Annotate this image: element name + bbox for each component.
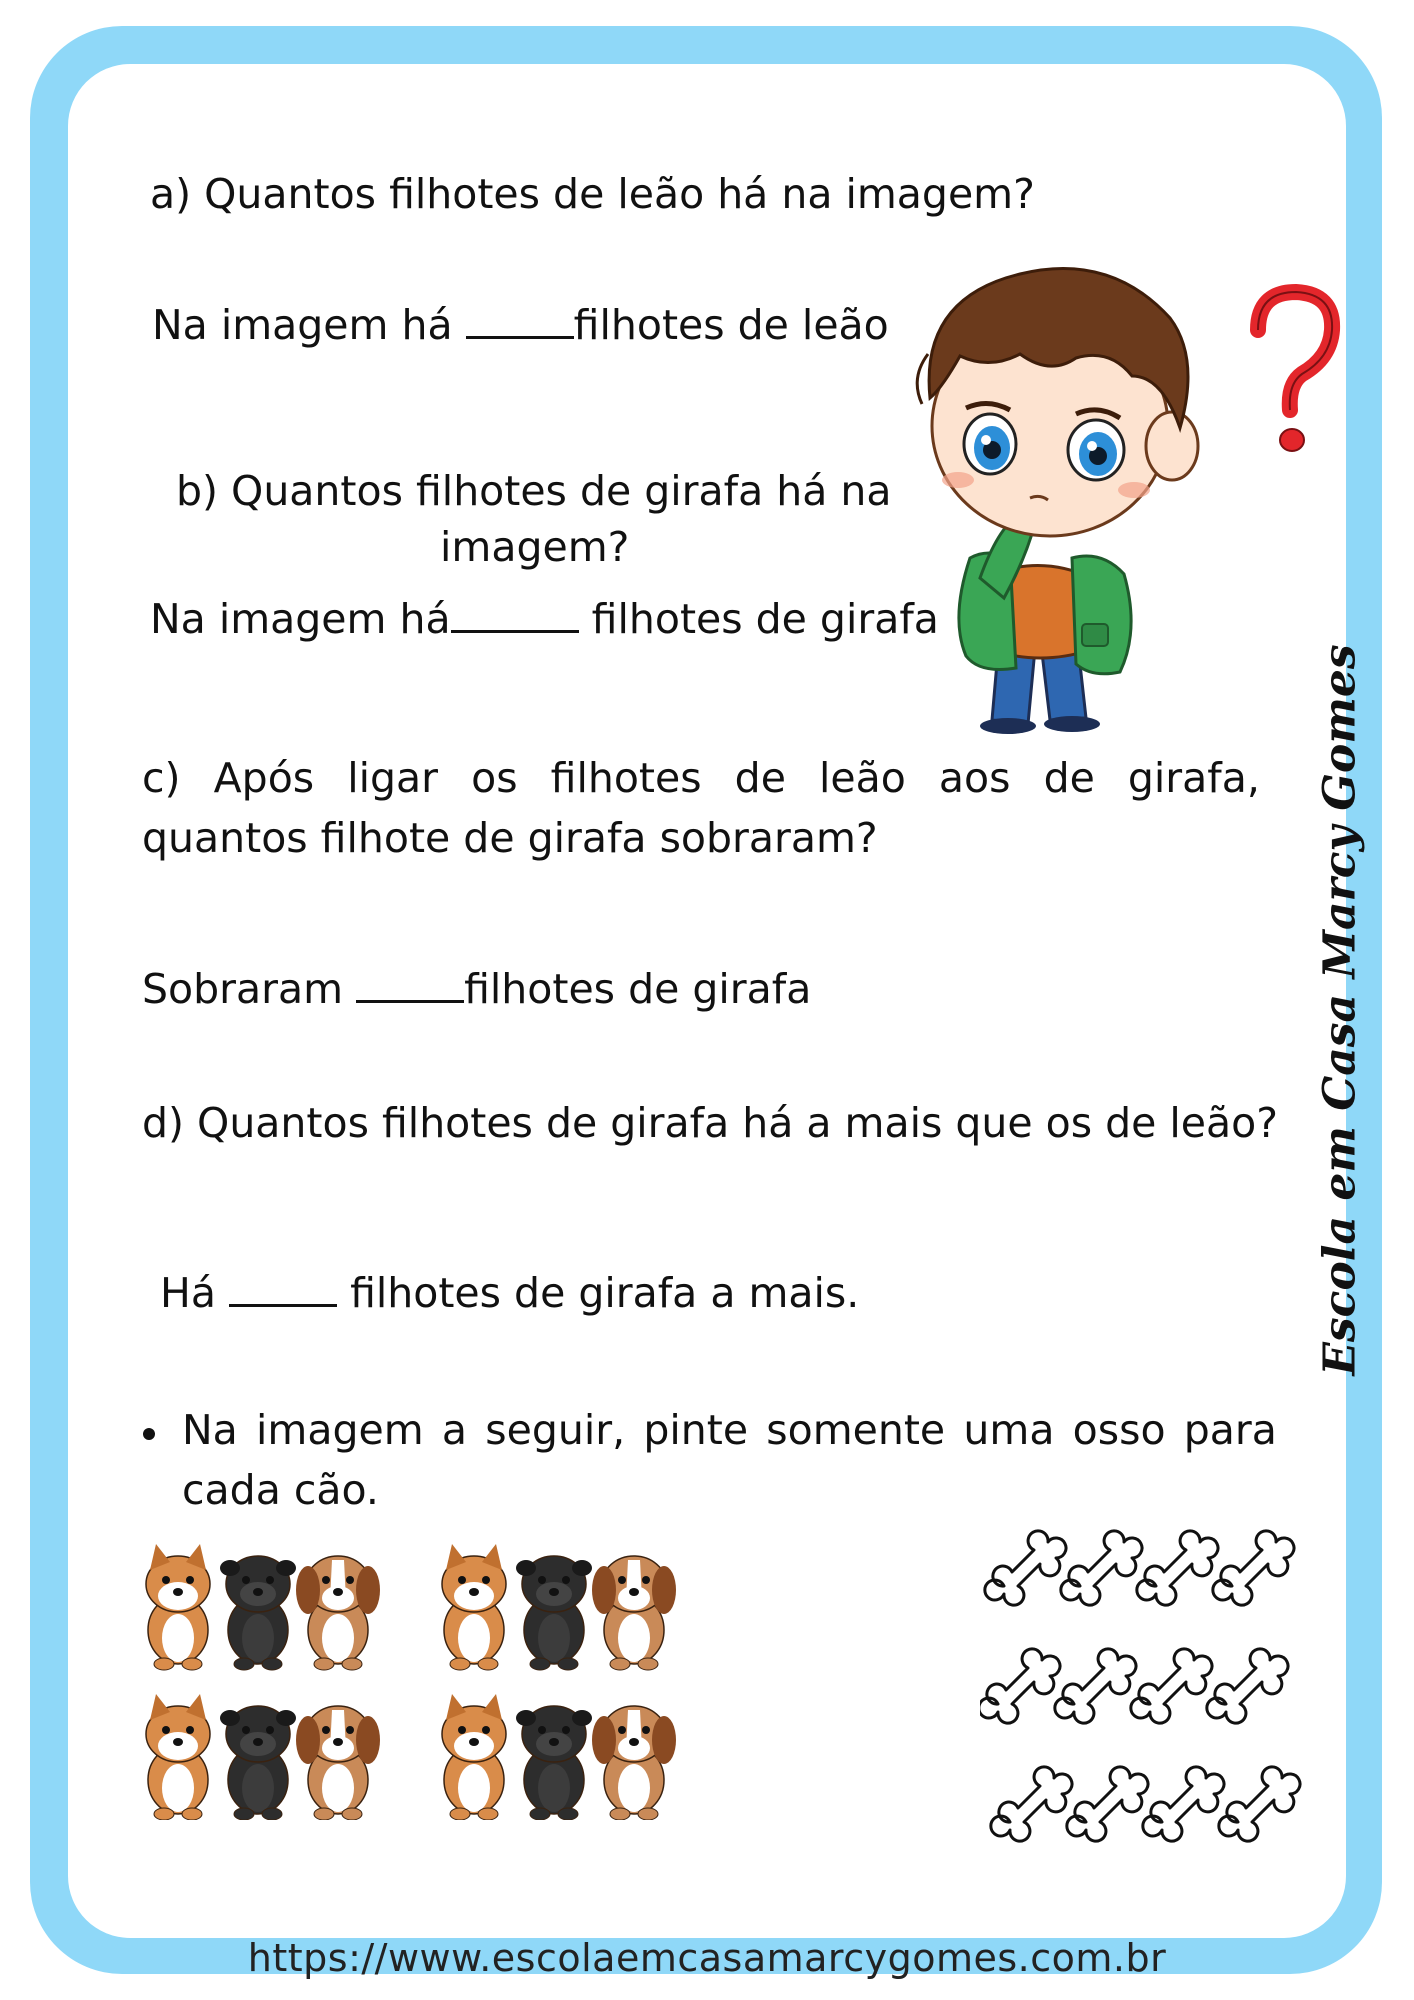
bullet-word: seguir, <box>485 1406 626 1454</box>
question-c-line1 <box>142 748 1260 808</box>
answer-a <box>152 296 889 354</box>
answer-c <box>142 960 811 1018</box>
question-c-word: Após <box>213 754 315 802</box>
dog-icon <box>592 1706 676 1820</box>
question-d: d) Quantos filhotes de girafa há a mais que os de leão? <box>142 1099 1278 1147</box>
answer-d <box>160 1264 859 1322</box>
answer-c-blank[interactable] <box>356 960 464 1003</box>
bullet-word: uma <box>963 1406 1055 1454</box>
answer-c-after: filhotes de girafa <box>464 965 812 1013</box>
bone-icon[interactable] <box>1219 1767 1300 1841</box>
answer-b-after: filhotes de girafa <box>591 595 939 643</box>
dog-icon <box>146 1694 210 1820</box>
dog-icon <box>146 1544 210 1670</box>
answer-d-after: filhotes de girafa a mais. <box>350 1269 860 1317</box>
bullet-word: Na <box>182 1406 238 1454</box>
bone-icon[interactable] <box>1061 1531 1142 1605</box>
dog-icon <box>442 1694 506 1820</box>
answer-a-before: Na imagem há <box>152 301 453 349</box>
bone-icon[interactable] <box>1143 1767 1224 1841</box>
question-a: a) Quantos filhotes de leão há na imagem? <box>150 170 1035 218</box>
bullet-word: imagem <box>256 1406 424 1454</box>
answer-b-blank[interactable] <box>451 590 579 633</box>
footer-url[interactable]: https://www.escolaemcasamarcygomes.com.br <box>247 1936 1167 1980</box>
answer-c-before: Sobraram <box>142 965 344 1013</box>
question-b-line2: imagem? <box>440 523 630 571</box>
dog-icon <box>296 1556 380 1670</box>
bone-icon[interactable] <box>985 1531 1066 1605</box>
bone-icon[interactable] <box>1137 1531 1218 1605</box>
question-c-word: de <box>1043 754 1095 802</box>
thinking-boy-icon <box>880 258 1240 734</box>
question-c-word: girafa, <box>1127 754 1260 802</box>
question-c-word: c) <box>142 754 181 802</box>
question-c-word: leão <box>819 754 906 802</box>
bullet-word: a <box>441 1406 468 1454</box>
dogs-area <box>138 1540 698 1820</box>
dog-icon <box>296 1706 380 1820</box>
bone-icon[interactable] <box>991 1767 1072 1841</box>
side-brand-text: Escola em Casa Marcy Gomes <box>1314 644 1366 1376</box>
answer-d-before: Há <box>160 1269 216 1317</box>
bullet-instruction <box>182 1400 1277 1520</box>
bullet-word: osso <box>1072 1406 1166 1454</box>
bone-icon[interactable] <box>1213 1531 1294 1605</box>
question-mark-icon <box>1236 278 1346 458</box>
bullet-word: para <box>1183 1406 1277 1454</box>
bullet-line1 <box>182 1400 1277 1460</box>
dog-icon <box>442 1544 506 1670</box>
question-c-word: de <box>734 754 786 802</box>
dog-icon <box>516 1556 592 1670</box>
bullet-word: pinte <box>643 1406 749 1454</box>
question-c <box>142 748 1260 868</box>
question-c-word: filhotes <box>550 754 702 802</box>
dog-icon <box>220 1556 296 1670</box>
answer-b-before: Na imagem há <box>150 595 451 643</box>
bone-icon[interactable] <box>1207 1649 1288 1723</box>
answer-a-blank[interactable] <box>466 296 574 339</box>
bullet-dot <box>143 1428 155 1440</box>
bullet-word: somente <box>766 1406 946 1454</box>
bullet-line2: cada cão. <box>182 1466 379 1514</box>
question-b-line1: b) Quantos filhotes de girafa há na <box>176 467 892 515</box>
answer-b <box>150 590 939 648</box>
bone-icon[interactable] <box>1131 1649 1212 1723</box>
dog-icon <box>592 1556 676 1670</box>
dog-icon <box>516 1706 592 1820</box>
answer-d-blank[interactable] <box>229 1264 337 1307</box>
question-c-word: ligar <box>347 754 439 802</box>
bones-area[interactable] <box>980 1520 1320 1850</box>
question-c-line2: quantos filhote de girafa sobraram? <box>142 814 878 862</box>
bone-icon[interactable] <box>1055 1649 1136 1723</box>
question-c-word: os <box>471 754 518 802</box>
bone-icon[interactable] <box>980 1649 1060 1723</box>
question-c-word: aos <box>938 754 1011 802</box>
answer-a-after: filhotes de leão <box>573 301 889 349</box>
bone-icon[interactable] <box>1067 1767 1148 1841</box>
dog-icon <box>220 1706 296 1820</box>
